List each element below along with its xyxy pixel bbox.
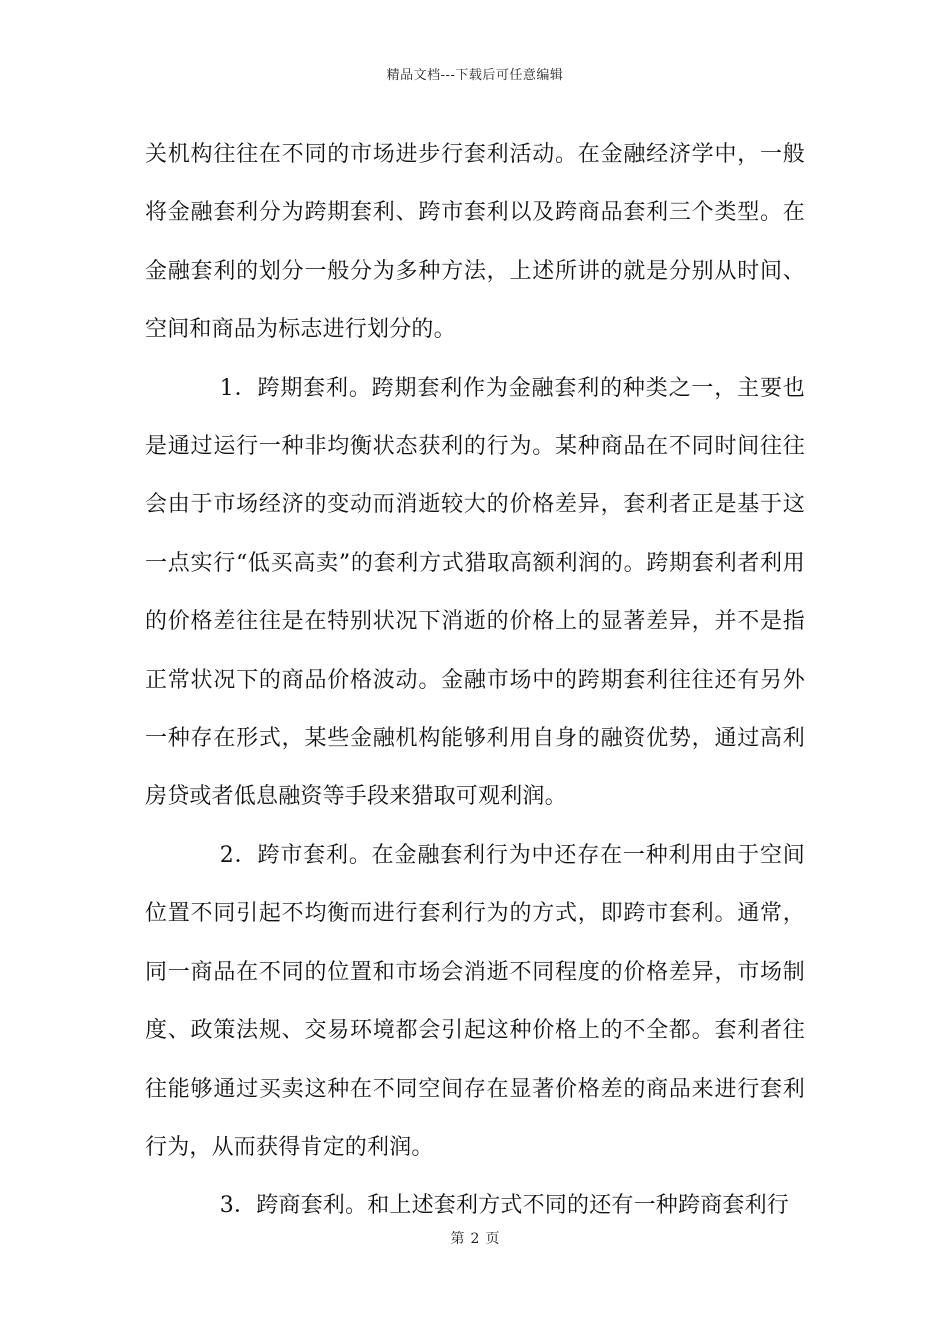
paragraph-intertemporal-arbitrage: 1．跨期套利。跨期套利作为金融套利的种类之一，主要也是通过运行一种非均衡状态获利的行为。某种商品在不同时间往往会由于市场经济的变动而消逝较大的价格差异，套利者正是基于这一点实行“低买高卖”的套利方式猎取高额利润的。跨期套利者利用的价格差往往是在特别状况下消逝的价格上的显著差异，并不是指正常状况下的商品价格波动。金融市场中的跨期套利往往还有另外一种存在形式，某些金融机构能够利用自身的融资优势，通过高利房贷或者低息融资等手段来猎取可观利润。	[145, 375, 805, 810]
page-header	[0, 64, 950, 83]
page-number: 2	[470, 1231, 480, 1247]
footer-suffix: 页	[485, 1231, 500, 1247]
paragraph-intermarket-arbitrage: 2．跨市套利。在金融套利行为中还存在一种利用由于空间位置不同引起不均衡而进行套利行为的方式，即跨市套利。通常，同一商品在不同的位置和市场会消逝不同程度的价格差异，市场制度、政策法规、交易环境都会引起这种价格上的不全都。套利者往往能够通过买卖这种在不同空间存在显著价格差的商品来进行套利行为，从而获得肯定的利润。	[145, 842, 805, 1160]
header-text: 精品文档---下载后可任意编辑	[386, 68, 564, 83]
document-body	[145, 126, 805, 1236]
footer-prefix: 第	[450, 1231, 465, 1247]
paragraph-intercommodity-arbitrage: 3．跨商套利。和上述套利方式不同的还有一种跨商套利行	[219, 1193, 789, 1219]
page-footer	[0, 1228, 950, 1248]
paragraph-continuation: 关机构往往在不同的市场进步行套利活动。在金融经济学中，一般将金融套利分为跨期套利、跨市套利以及跨商品套利三个类型。在金融套利的划分一般分为多种方法，上述所讲的就是分别从时间、空间和商品为标志进行划分的。	[145, 142, 805, 343]
